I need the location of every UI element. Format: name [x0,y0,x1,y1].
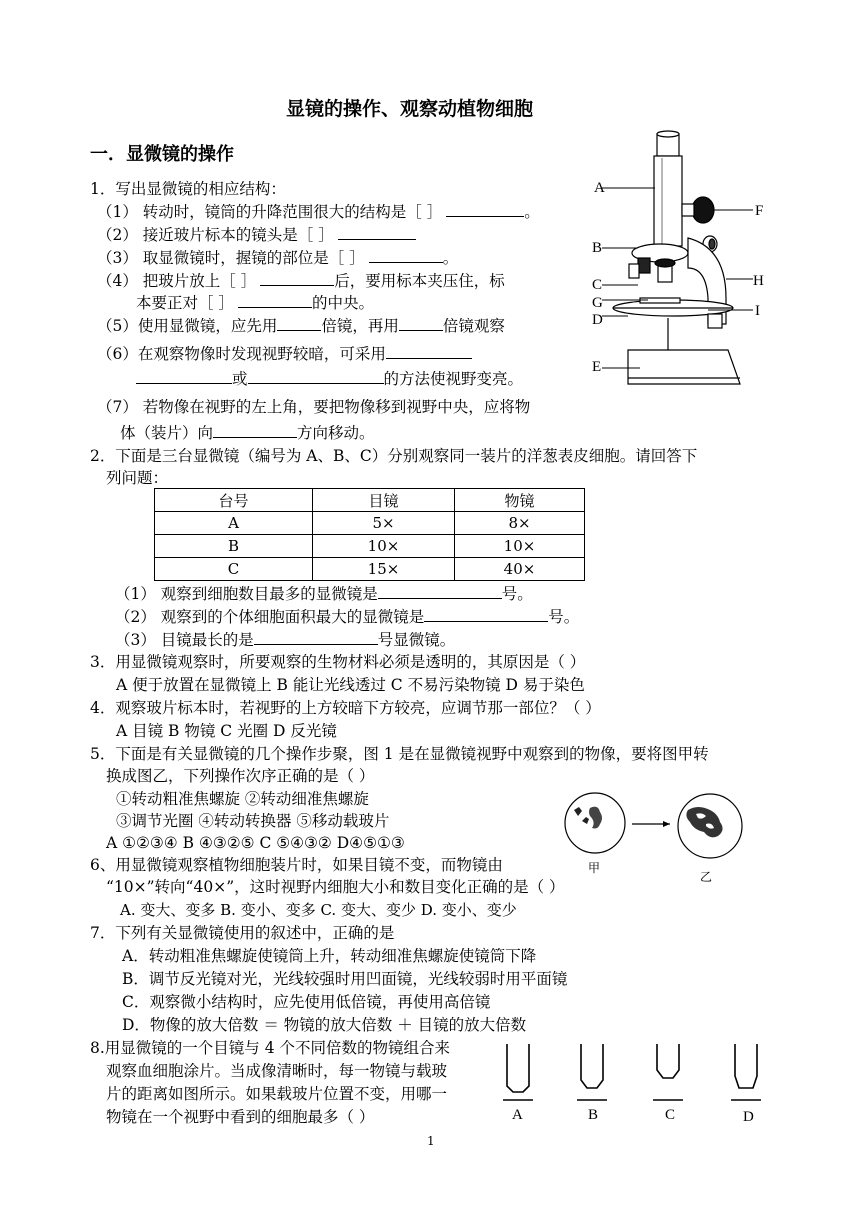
microscope-table [154,488,585,581]
label-yi: 乙 [700,870,713,884]
q2-sub3: （3） 目镜最长的是 号显微镜。 [115,631,456,649]
q7-stem: 7．下列有关显微镜使用的叙述中，正确的是 [90,924,395,942]
q1-sub7: （7） 若物像在视野的左上角，要把物像移到视野中央，应将物 [97,398,531,416]
q2-stem: 2．下面是三台显微镜（编号为 A、B、C）分别观察同一装片的洋葱表皮细胞。请回答下 [90,447,698,465]
q2-sub2: （2） 观察到的个体细胞面积最大的显微镜是 号。 [115,608,580,626]
q5-options: A ①②③④ B ④③②⑤ C ⑤④③② D④⑤①③ [106,834,405,852]
q3-options: A 便于放置在显微镜上 B 能让光线透过 C 不易污染物镜 D 易于染色 [116,676,585,694]
q5-stem-cont: 换成图乙，下列操作次序正确的是（ ） [106,767,375,785]
label-e: E [592,359,602,375]
label-f: F [755,203,764,219]
q4-options: A 目镜 B 物镜 C 光圈 D 反光镜 [116,722,337,740]
table-row [155,512,585,535]
table-cell: C [155,558,313,581]
table-cell: 5× [313,512,455,535]
q1-sub7-cont: 体（装片）向 方向移动。 [120,424,375,442]
q1-sub5: （5）使用显微镜，应先用 倍镜，再用 倍镜观察 [97,317,505,335]
table-cell: B [155,535,313,558]
q7-option-c: C．观察微小结构时，应先使用低倍镜，再使用高倍镜 [122,993,491,1011]
lens-label-c: C [665,1107,676,1123]
label-d: D [592,312,603,328]
q5-stem: 5．下面是有关显微镜的几个操作步聚，图 1 是在显微镜视野中观察到的物像，要将图甲转 [90,745,709,763]
table-row [155,535,585,558]
label-a: A [594,180,605,196]
q2-sub1: （1） 观察到细胞数目最多的显微镜是 号。 [115,585,533,603]
q1-sub4-cont: 本要正对［ ］ 的中央。 [136,294,374,312]
lens-label-d: D [743,1109,754,1125]
q5-step-line1: ①转动粗准焦螺旋 ②转动细准焦螺旋 [116,790,369,808]
q1-sub6-cont: 或 的方法使视野变亮。 [136,368,523,390]
q7-option-a: A．转动粗准焦螺旋使镜筒上升，转动细准焦螺旋使镜筒下降 [122,947,537,965]
label-jia: 甲 [588,861,601,875]
q5-step-line2: ③调节光圈 ④转动转换器 ⑤移动载玻片 [116,812,390,830]
table-header: 目镜 [313,489,455,512]
q8-line2: 观察血细胞涂片。当成像清晰时，每一物镜与载玻 [106,1062,448,1080]
q6-stem-cont: “10×”转向“40×”，这时视野内细胞大小和数目变化正确的是（ ） [106,878,565,896]
table-cell: 40× [455,558,585,581]
q2-stem-cont: 列问题： [106,469,169,487]
table-cell: 15× [313,558,455,581]
microscope-diagram [588,128,778,390]
page-title: 显镜的操作、观察动植物细胞 [286,98,534,120]
page-number: 1 [427,1134,435,1148]
section-heading: 一．显微镜的操作 [90,144,234,165]
label-c: C [592,277,603,293]
q7-option-d: D．物像的放大倍数 ＝ 物镜的放大倍数 ＋ 目镜的放大倍数 [122,1016,527,1034]
lens-label-b: B [588,1107,599,1123]
q1-stem: 1．写出显微镜的相应结构： [90,180,286,198]
q6-stem: 6、用显微镜观察植物细胞装片时，如果目镜不变，而物镜由 [90,856,503,874]
table-row [155,558,585,581]
table-cell: 8× [455,512,585,535]
q1-sub4: （4） 把玻片放上［ ］ 后，要用标本夹压住，标 [97,272,505,290]
q1-sub1: （1） 转动时，镜筒的升降范围很大的结构是［ ］ 。 [97,203,540,221]
table-header-row [155,489,585,512]
label-h: H [753,273,764,289]
q8-line4: 物镜在一个视野中看到的细胞最多（ ） [106,1108,375,1126]
table-header: 台号 [155,489,313,512]
label-i: I [755,303,760,319]
table-header: 物镜 [455,489,585,512]
table-cell: 10× [313,535,455,558]
q8-line1: 8.用显微镜的一个目镜与 4 个不同倍数的物镜组合来 [90,1039,451,1057]
q1-sub3: （3） 取显微镜时，握镜的部位是［ ］ 。 [97,249,459,267]
q4-stem: 4．观察玻片标本时，若视野的上方较暗下方较亮，应调节那一部位？（ ） [90,699,601,717]
q3-stem: 3．用显微镜观察时，所要观察的生物材料必须是透明的，其原因是（ ） [90,653,586,671]
q7-option-b: B．调节反光镜对光，光线较强时用凹面镜，光线较弱时用平面镜 [122,970,568,988]
q1-sub6: （6）在观察物像时发现视野较暗，可采用 [97,343,472,365]
label-b: B [592,240,603,256]
table-cell: A [155,512,313,535]
label-g: G [592,295,603,311]
lens-label-a: A [512,1107,523,1123]
q6-options: A. 变大、变多 B. 变小、变多 C. 变大、变少 D. 变小、变少 [120,901,517,919]
table-cell: 10× [455,535,585,558]
objective-lenses-diagram [495,1040,775,1106]
q8-line3: 片的距离如图所示。如果载玻片位置不变，用哪一 [106,1085,448,1103]
q1-sub2: （2） 接近玻片标本的镜头是［ ］ [97,224,416,246]
